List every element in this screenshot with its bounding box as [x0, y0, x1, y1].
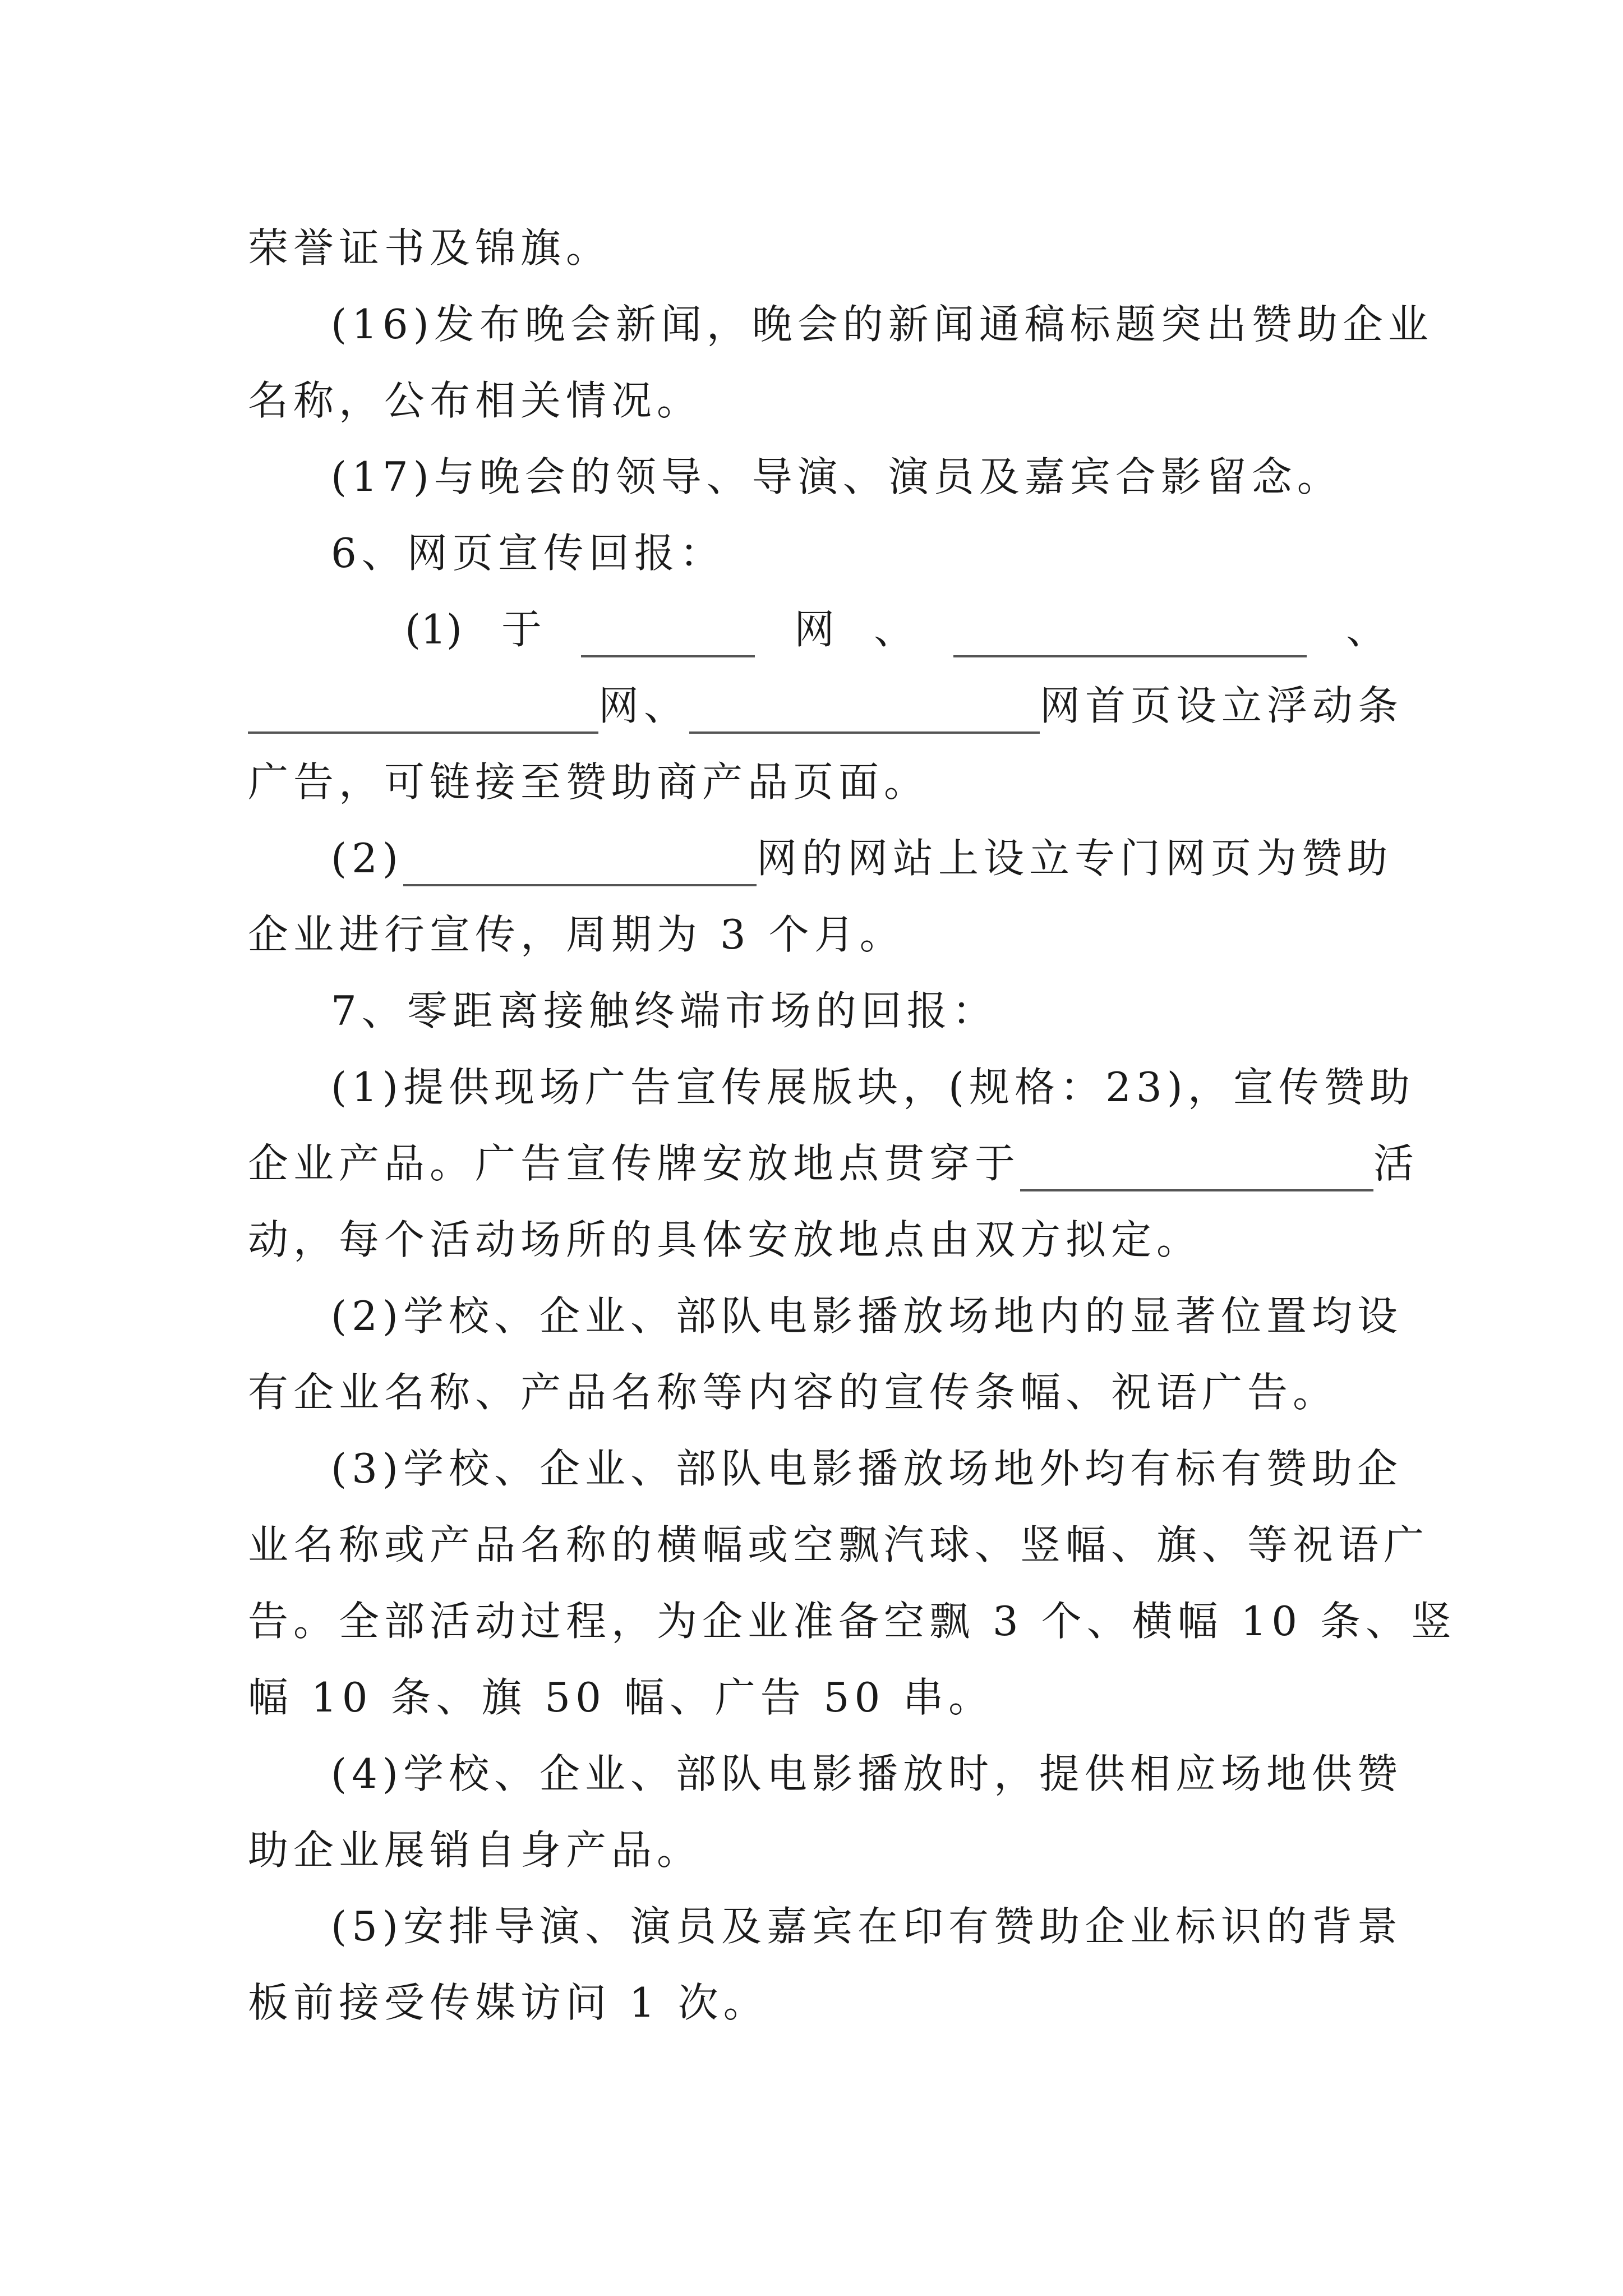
web-item-2-line-2: 企业进行宣传，周期为 3 个月。 [248, 911, 905, 958]
web-item-1-line-1 [405, 601, 1386, 657]
market-item-1-line-1: (1)提供现场广告宣传展版块，(规格：23)，宣传赞助 [331, 1064, 1415, 1111]
text-fragment: 活 [1373, 1140, 1419, 1187]
text-fragment: 于 [501, 606, 542, 653]
market-item-3-line-1: (3)学校、企业、部队电影播放场地外均有标有赞助企 [331, 1445, 1403, 1492]
text-fragment: 、 [1345, 606, 1386, 653]
fill-in-blank[interactable] [1020, 1144, 1373, 1191]
paragraph-16-line-1: (16)发布晚会新闻，晚会的新闻通稿标题突出赞助企业 [331, 301, 1433, 348]
fill-in-blank[interactable] [689, 687, 1040, 734]
fill-in-blank[interactable] [581, 610, 755, 657]
text-fragment: 网的网站上设立专门网页为赞助 [757, 835, 1393, 882]
web-item-2-line-1 [331, 830, 1393, 886]
fill-in-blank[interactable] [953, 610, 1307, 657]
market-item-3-line-4: 幅 10 条、旗 50 幅、广告 50 串。 [248, 1674, 994, 1721]
item-number: (1) [405, 606, 462, 653]
paragraph-16-line-2: 名称，公布相关情况。 [248, 377, 703, 424]
market-item-5-line-2: 板前接受传媒访问 1 次。 [248, 1979, 769, 2026]
market-item-3-line-3: 告。全部活动过程，为企业准备空飘 3 个、横幅 10 条、竖 [248, 1598, 1456, 1645]
market-item-1-line-2 [248, 1135, 1419, 1191]
section-6-heading: 6、网页宣传回报： [331, 530, 725, 577]
section-7-heading: 7、零距离接触终端市场的回报： [331, 987, 998, 1034]
item-number: (2) [331, 835, 403, 882]
market-item-4-line-1: (4)学校、企业、部队电影播放时，提供相应场地供赞 [331, 1750, 1403, 1797]
market-item-4-line-2: 助企业展销自身产品。 [248, 1826, 703, 1874]
market-item-5-line-1: (5)安排导演、演员及嘉宾在印有赞助企业标识的背景 [331, 1903, 1403, 1950]
paragraph-17: (17)与晚会的领导、导演、演员及嘉宾合影留念。 [331, 453, 1343, 500]
market-item-2-line-2: 有企业名称、产品名称等内容的宣传条幅、祝语广告。 [248, 1369, 1339, 1416]
web-item-1-line-2 [248, 678, 1404, 734]
text-fragment: 企业产品。广告宣传牌安放地点贯穿于 [248, 1140, 1021, 1187]
text-fragment: 、 [873, 606, 914, 653]
text-fragment: 网、 [598, 682, 690, 729]
web-item-1-line-3: 广告，可链接至赞助商产品页面。 [248, 758, 930, 806]
text-fragment: 网首页设立浮动条 [1040, 682, 1404, 729]
market-item-1-line-3: 动，每个活动场所的具体安放地点由双方拟定。 [248, 1216, 1202, 1263]
fill-in-blank[interactable] [403, 839, 757, 886]
text-fragment: 网 [794, 606, 834, 653]
fill-in-blank[interactable] [248, 687, 598, 734]
market-item-3-line-2: 业名称或产品名称的横幅或空飘汽球、竖幅、旗、等祝语广 [248, 1521, 1430, 1568]
text-line: 荣誉证书及锦旗。 [248, 224, 612, 272]
market-item-2-line-1: (2)学校、企业、部队电影播放场地内的显著位置均设 [331, 1292, 1403, 1340]
